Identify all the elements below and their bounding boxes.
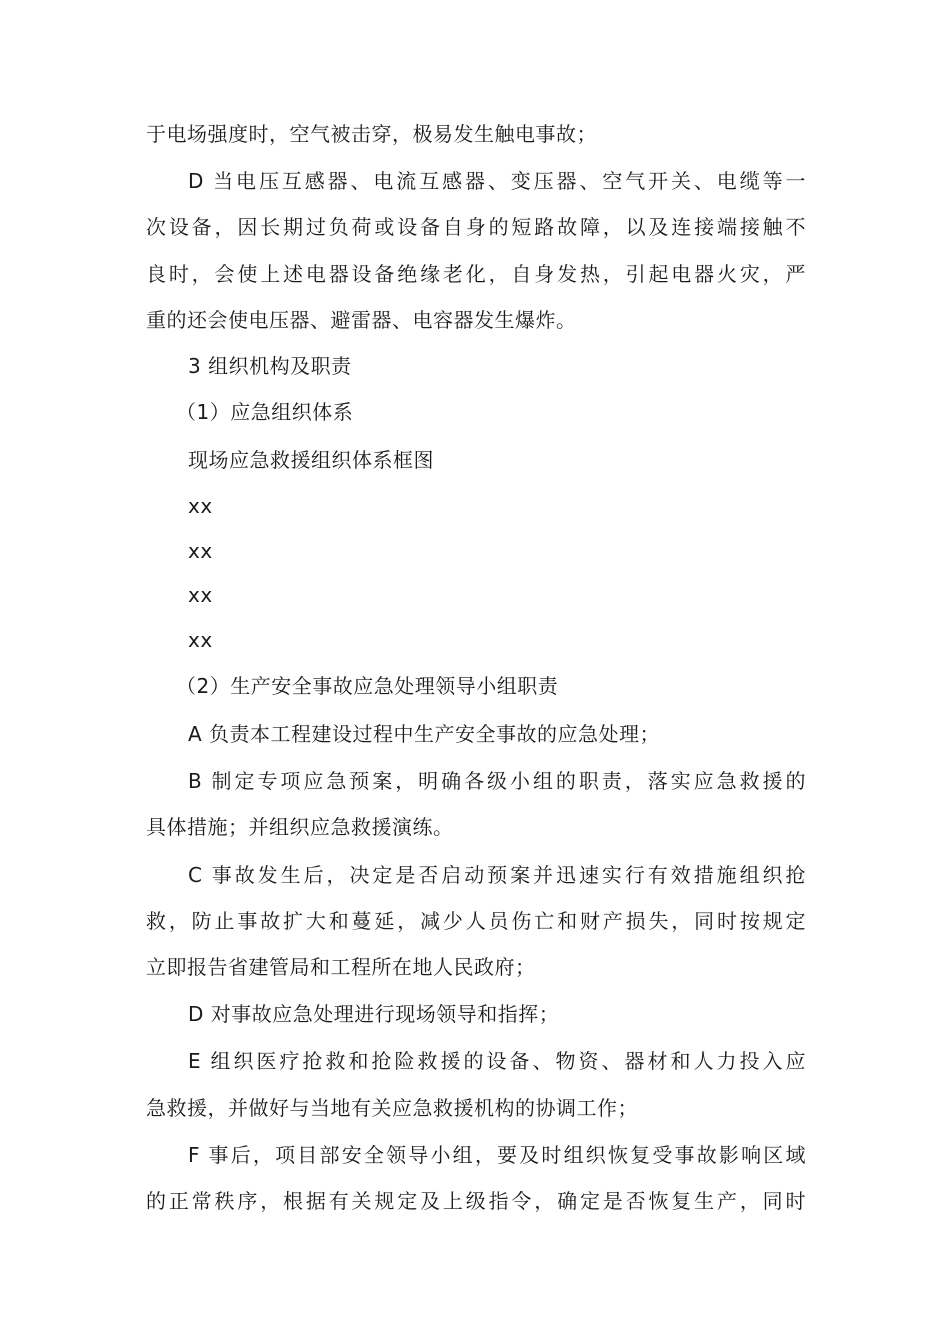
paragraph-line: C 事故发生后，决定是否启动预案并迅速实行有效措施组织抢: [188, 863, 806, 887]
paragraph-line: 救，防止事故扩大和蔓延，减少人员伤亡和财产损失，同时按规定: [146, 909, 806, 933]
placeholder-line: xx: [188, 628, 213, 652]
paragraph-line: 于电场强度时，空气被击穿，极易发生触电事故；: [146, 122, 597, 146]
paragraph-line: B 制定专项应急预案，明确各级小组的职责，落实应急救援的: [188, 769, 806, 793]
paragraph-line: 急救援，并做好与当地有关应急救援机构的协调工作；: [146, 1096, 638, 1120]
placeholder-line: xx: [188, 539, 213, 563]
placeholder-line: xx: [188, 494, 213, 518]
placeholder-line: xx: [188, 583, 213, 607]
paragraph-line: 重的还会使电压器、避雷器、电容器发生爆炸。: [146, 308, 577, 332]
paragraph-line: A 负责本工程建设过程中生产安全事故的应急处理；: [188, 722, 661, 746]
paragraph-line: 次设备，因长期过负荷或设备自身的短路故障，以及连接端接触不: [146, 215, 806, 239]
paragraph-line: 具体措施；并组织应急救援演练。: [146, 815, 454, 839]
paragraph-line: 现场应急救援组织体系框图: [188, 448, 434, 472]
paragraph-line: D 对事故应急处理进行现场领导和指挥；: [188, 1002, 560, 1026]
paragraph-line: F 事后，项目部安全领导小组，要及时组织恢复受事故影响区域: [188, 1143, 806, 1167]
section-heading: 3 组织机构及职责: [188, 354, 352, 378]
paragraph-line: 良时，会使上述电器设备绝缘老化，自身发热，引起电器火灾，严: [146, 262, 806, 286]
subsection-heading: （2）生产安全事故应急处理领导小组职责: [176, 674, 559, 698]
paragraph-line: E 组织医疗抢救和抢险救援的设备、物资、器材和人力投入应: [188, 1049, 806, 1073]
paragraph-line: 的正常秩序，根据有关规定及上级指令，确定是否恢复生产，同时: [146, 1189, 806, 1213]
subsection-heading: （1）应急组织体系: [176, 400, 354, 424]
paragraph-line: D 当电压互感器、电流互感器、变压器、空气开关、电缆等一: [188, 169, 806, 193]
paragraph-line: 立即报告省建管局和工程所在地人民政府；: [146, 955, 536, 979]
